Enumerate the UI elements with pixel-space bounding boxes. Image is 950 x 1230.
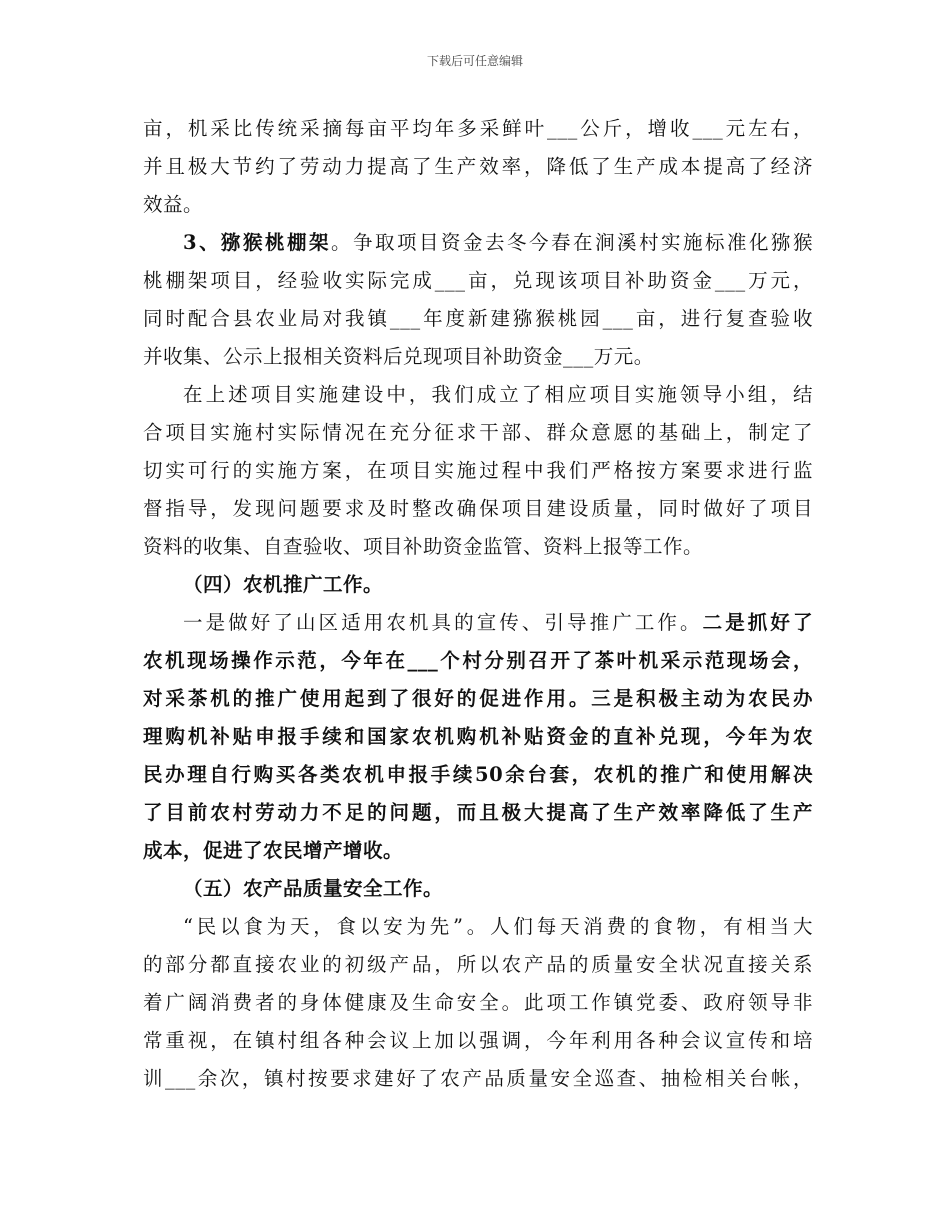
text-line [143, 338, 813, 376]
line-text: 同时配合县农业局对我镇___年度新建猕猴桃园___亩，进行复查验收 [143, 307, 813, 330]
line-text: 成本，促进了农民增产增收。 [143, 839, 404, 862]
line-text: 并收集、公示上报相关资料后兑现项目补助资金___万元。 [143, 345, 654, 368]
line-text: 效益。 [143, 193, 204, 216]
line-text: 民办理自行购买各类农机申报手续50余台套，农机的推广和使用解决 [143, 763, 813, 786]
line-text: 亩，机采比传统采摘每亩平均年多采鲜叶___公斤，增收___元左右， [143, 117, 813, 140]
text-line [143, 566, 813, 604]
text-line [143, 1022, 813, 1060]
line-text: 资料的收集、自查验收、项目补助资金监管、资料上报等工作。 [143, 535, 704, 558]
line-text: 的部分都直接农业的初级产品，所以农产品的质量安全状况直接关系 [143, 953, 813, 976]
text-line [143, 528, 813, 566]
line-text: （五）农产品质量安全工作。 [183, 877, 444, 900]
text-line [143, 148, 813, 186]
text-line [143, 718, 813, 756]
line-text: 农机现场操作示范，今年在___个村分别召开了茶叶机采示范现场会， [143, 649, 813, 672]
text-line [143, 1060, 813, 1098]
line-text: 合项目实施村实际情况在充分征求干部、群众意愿的基础上，制定了 [143, 421, 813, 444]
text-line [143, 376, 813, 414]
text-line [143, 490, 813, 528]
text-line [143, 604, 813, 642]
line-text-bold: 二是抓好了 [702, 611, 813, 634]
text-line [143, 870, 813, 908]
line-text: 并且极大节约了劳动力提高了生产效率，降低了生产成本提高了经济 [143, 155, 813, 178]
document-body [143, 110, 813, 1098]
text-line [143, 452, 813, 490]
line-text: 训___余次，镇村按要求建好了农产品质量安全巡查、抽检相关台帐， [143, 1067, 813, 1090]
line-text: 了目前农村劳动力不足的问题，而且极大提高了生产效率降低了生产 [143, 801, 813, 824]
line-text: 切实可行的实施方案，在项目实施过程中我们严格按方案要求进行监 [143, 459, 813, 482]
line-text: 。争取项目资金去冬今春在涧溪村实施标准化猕猴 [331, 231, 813, 254]
text-line [143, 832, 813, 870]
text-line [143, 680, 813, 718]
text-line [143, 186, 813, 224]
page-header: 下载后可任意编辑 [426, 54, 523, 68]
text-line [143, 262, 813, 300]
line-text: 理购机补贴申报手续和国家农机购机补贴资金的直补兑现，今年为农 [143, 725, 813, 748]
line-text: “民以食为天，食以安为先”。人们每天消费的食物，有相当大 [183, 915, 813, 938]
text-line [143, 300, 813, 338]
text-line [143, 642, 813, 680]
line-text: （四）农机推广工作。 [183, 573, 384, 596]
line-text: 着广阔消费者的身体健康及生命安全。此项工作镇党委、政府领导非 [143, 991, 813, 1014]
text-line [143, 984, 813, 1022]
line-text: 常重视，在镇村组各种会议上加以强调，今年利用各种会议宣传和培 [143, 1029, 813, 1052]
text-line [143, 110, 813, 148]
text-line [143, 756, 813, 794]
text-line [143, 224, 813, 262]
line-text: 对采茶机的推广使用起到了很好的促进作用。三是积极主动为农民办 [143, 687, 813, 710]
line-text: 在上述项目实施建设中，我们成立了相应项目实施领导小组，结 [183, 383, 813, 406]
text-line [143, 794, 813, 832]
text-line [143, 946, 813, 984]
text-line [143, 414, 813, 452]
line-text: 桃棚架项目，经验收实际完成___亩，兑现该项目补助资金___万元， [143, 269, 813, 292]
line-text: 一是做好了山区适用农机具的宣传、引导推广工作。 [183, 611, 703, 634]
item-heading: 3、猕猴桃棚架 [183, 231, 332, 254]
text-line [143, 908, 813, 946]
line-text: 督指导，发现问题要求及时整改确保项目建设质量，同时做好了项目 [143, 497, 813, 520]
